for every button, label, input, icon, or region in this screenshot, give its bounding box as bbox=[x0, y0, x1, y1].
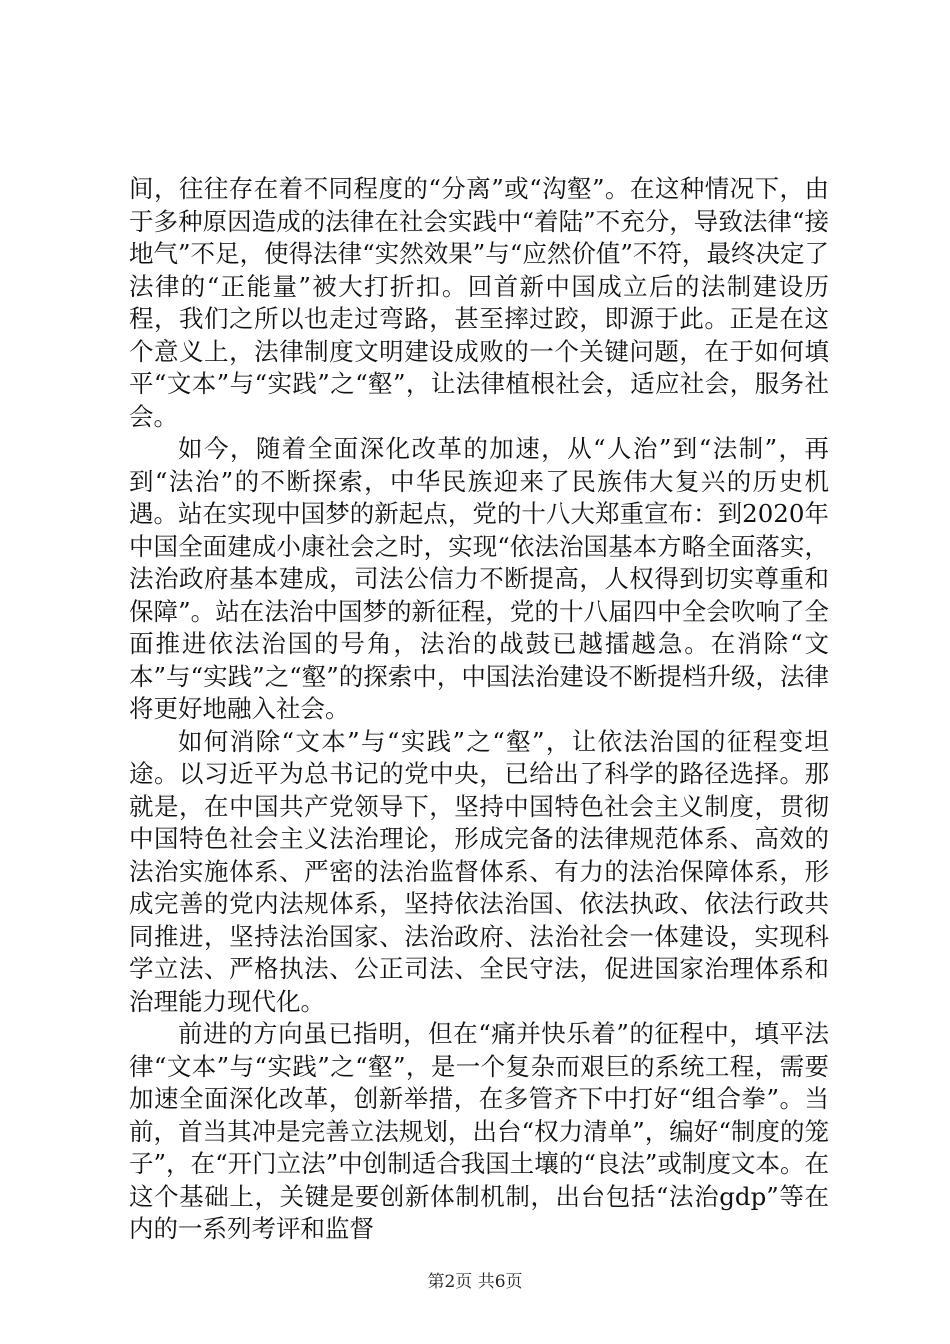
paragraph-3: 如何消除“文本”与“实践”之“壑”，让依法治国的征程变坦途。以习近平为总书记的党中央，已给出了科学的路径选择。那就是，在中国共产党领导下，坚持中国特色社会主义制度，贯彻中国特色社会主义法治理论，形成完备的法律规范体系、高效的法治实施体系、严密的法治监督体系、有力的法治保障体系，形成完善的党内法规体系，坚持依法治国、依法执政、依法行政共同推进，坚持法治国家、法治政府、法治社会一体建设，实现科学立法、严格执法、公正司法、全民守法，促进国家治理体系和治理能力现代化。 bbox=[129, 726, 829, 1016]
body-text bbox=[129, 173, 829, 1246]
page-footer: 第2页 共6页 bbox=[427, 1272, 523, 1292]
paragraph-1: 间，往往存在着不同程度的“分离”或“沟壑”。在这种情况下，由于多种原因造成的法律在社会实践中“着陆”不充分，导致法律“接地气”不足，使得法律“实然效果”与“应然价值”不符，最终决定了法律的“正能量”被大打折扣。回首新中国成立后的法制建设历程，我们之所以也走过弯路，甚至摔过跤，即源于此。正是在这个意义上，法律制度文明建设成败的一个关键问题，在于如何填平“文本”与“实践”之“壑”，让法律植根社会，适应社会，服务社会。 bbox=[129, 174, 829, 431]
paragraph-4: 前进的方向虽已指明，但在“痛并快乐着”的征程中，填平法律“文本”与“实践”之“壑”，是一个复杂而艰巨的系统工程，需要加速全面深化改革，创新举措，在多管齐下中打好“组合拳”。当前，首当其冲是完善立法规划，出台“权力清单”，编好“制度的笼子”，在“开门立法”中创制适合我国土壤的“良法”或制度文本。在这个基础上，关键是要创新体制机制，出台包括“法治gdp”等在内的一系列考评和监督 bbox=[129, 1019, 829, 1243]
paragraph-2: 如今，随着全面深化改革的加速，从“人治”到“法制”，再到“法治”的不断探索，中华民族迎来了民族伟大复兴的历史机遇。站在实现中国梦的新起点，党的十八大郑重宣布：到2020年中国全面建成小康社会之时，实现“依法治国基本方略全面落实，法治政府基本建成，司法公信力不断提高，人权得到切实尊重和保障”。站在法治中国梦的新征程，党的十八届四中全会吹响了全面推进依法治国的号角，法治的战鼓已越擂越急。在消除“文本”与“实践”之“壑”的探索中，中国法治建设不断提档升级，法律将更好地融入社会。 bbox=[129, 434, 829, 723]
